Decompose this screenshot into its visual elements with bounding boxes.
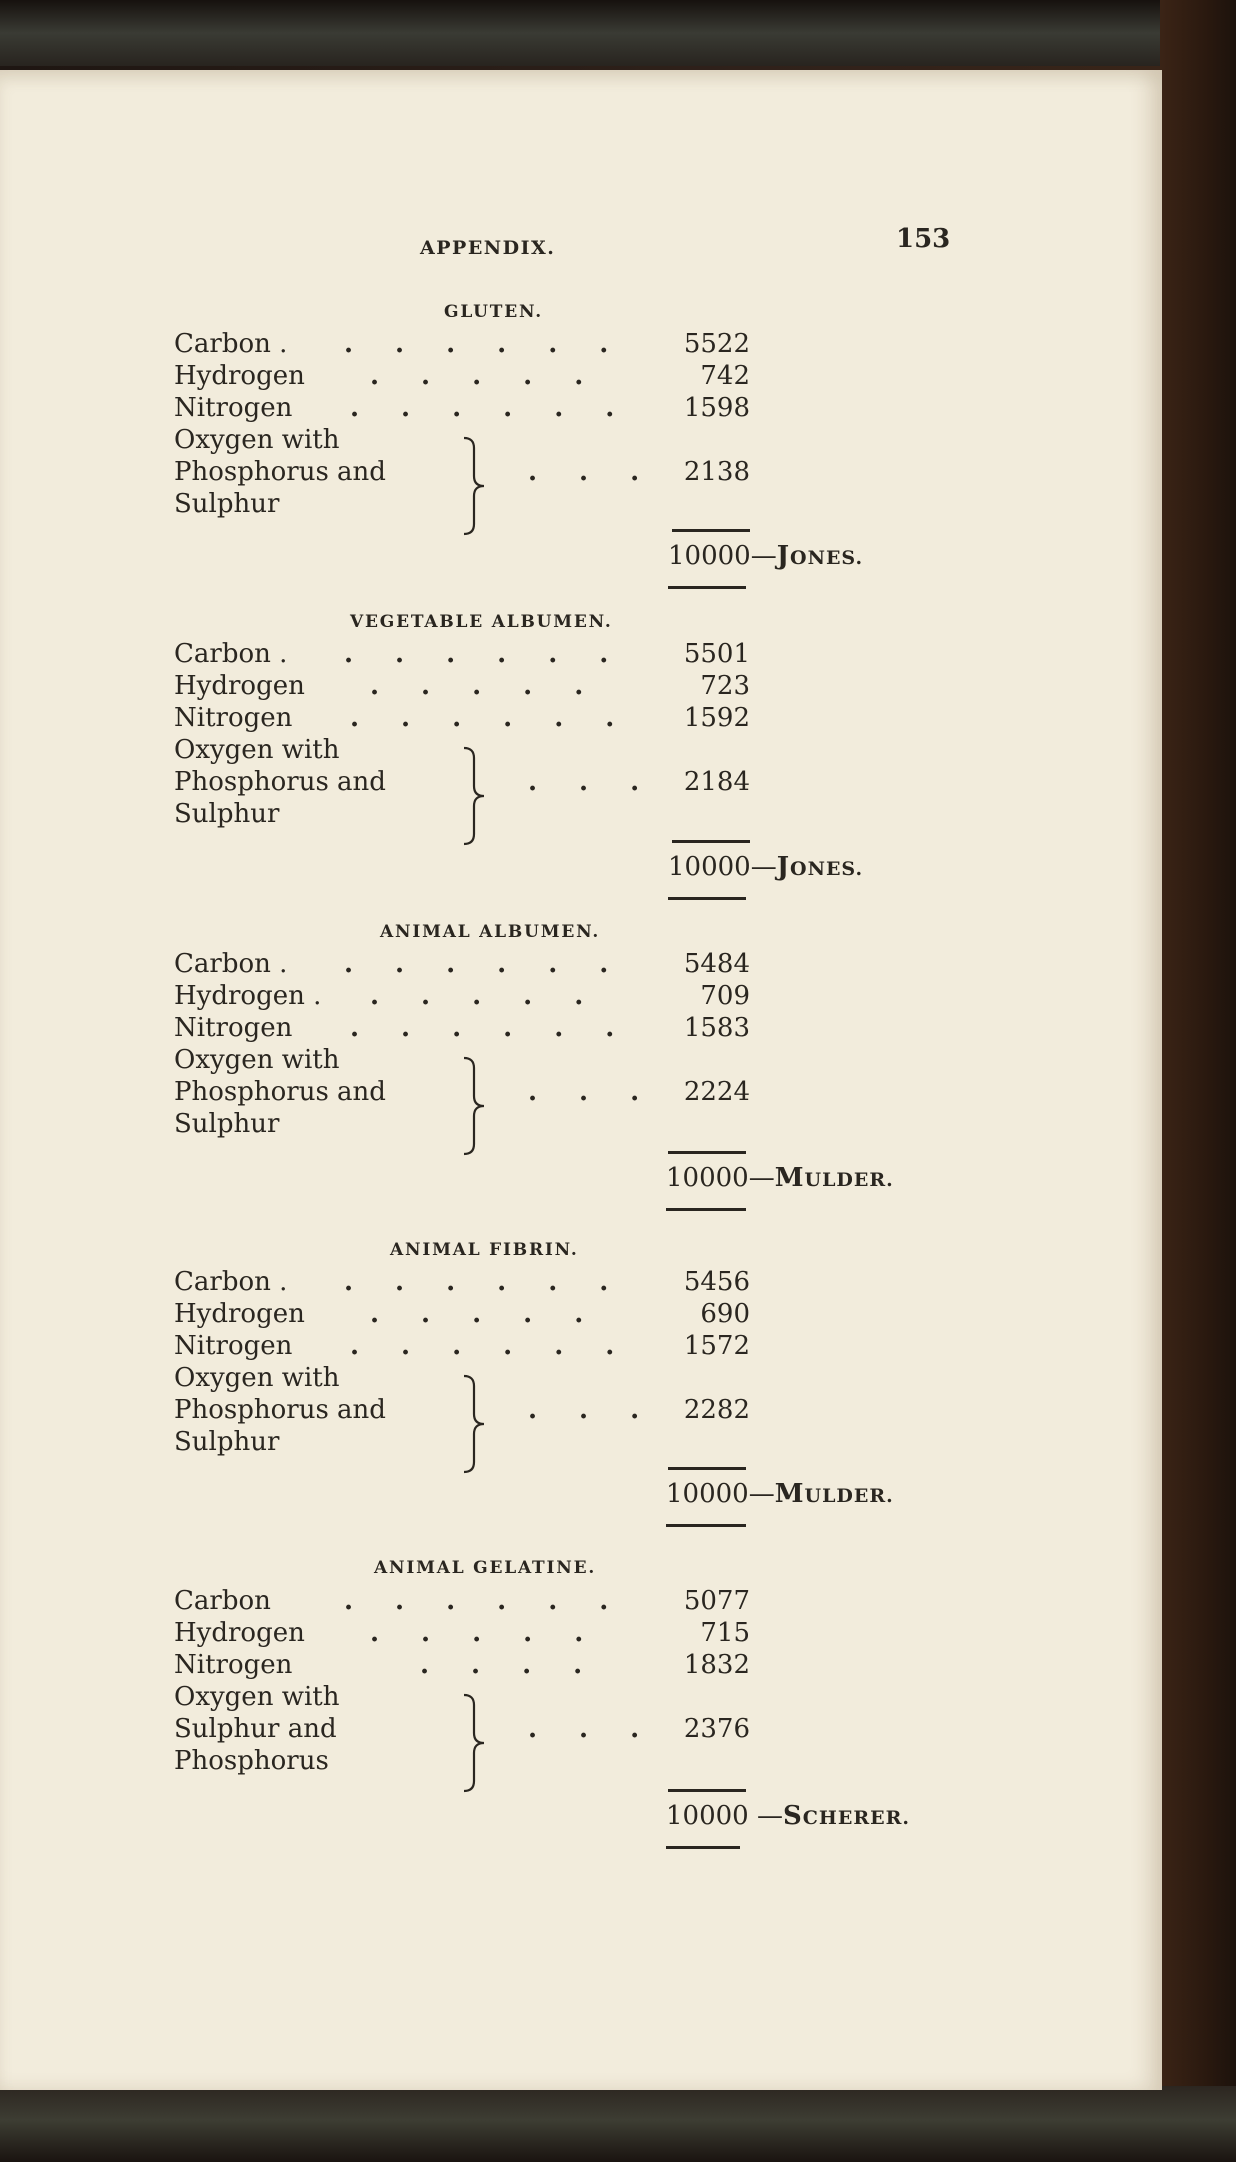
row-value: 5522 (683, 329, 750, 359)
row-value: 709 (700, 981, 750, 1011)
row-value: 5501 (683, 639, 750, 669)
row-label: Carbon . (174, 949, 288, 979)
leader-dots: ..... (370, 361, 626, 391)
running-title: APPENDIX. (420, 237, 556, 259)
group-line: Phosphorus and (174, 1077, 386, 1107)
leader-dots: ..... (370, 671, 626, 701)
leader-dots: ... (528, 1395, 682, 1425)
sum-rule (672, 529, 750, 532)
row-label: Carbon . (174, 639, 288, 669)
section-title: ANIMAL GELATINE. (374, 1558, 597, 1578)
sum-rule (668, 1151, 746, 1154)
row-label: Hydrogen (174, 671, 305, 701)
row-label: Hydrogen (174, 1618, 305, 1648)
group-line: Sulphur (174, 1109, 280, 1139)
group-line: Phosphorus and (174, 767, 386, 797)
brace-icon (462, 1693, 490, 1793)
row-label: Nitrogen (174, 1331, 293, 1361)
leader-dots: ...... (344, 329, 651, 359)
leader-dots: ..... (370, 981, 626, 1011)
row-value: 5456 (683, 1267, 750, 1297)
leader-dots: ...... (350, 703, 657, 733)
row-value: 723 (700, 671, 750, 701)
row-value: 742 (700, 361, 750, 391)
group-line: Oxygen with (174, 1363, 340, 1393)
group-line: Oxygen with (174, 1682, 340, 1712)
row-label: Hydrogen . (174, 981, 322, 1011)
group-line: Phosphorus and (174, 1395, 386, 1425)
row-value: 1832 (683, 1650, 750, 1680)
brace-icon (462, 1056, 490, 1156)
row-value: 5077 (683, 1586, 750, 1616)
leader-dots: ...... (350, 1331, 657, 1361)
total-value: 10000— (668, 852, 777, 882)
section-end-rule (668, 586, 746, 589)
row-label: Carbon . (174, 1267, 288, 1297)
leader-dots: ... (528, 1714, 682, 1744)
leader-dots: ...... (344, 1586, 651, 1616)
leader-dots: ...... (350, 393, 657, 423)
group-value: 2376 (683, 1714, 750, 1744)
row-label: Hydrogen (174, 361, 305, 391)
brace-icon (462, 1374, 490, 1474)
leader-dots: ...... (344, 949, 651, 979)
leader-dots: ...... (344, 1267, 651, 1297)
leader-dots: ... (528, 767, 682, 797)
group-value: 2282 (683, 1395, 750, 1425)
row-label: Nitrogen (174, 1013, 293, 1043)
group-line: Oxygen with (174, 1045, 340, 1075)
leader-dots: ...... (350, 1013, 657, 1043)
cover-board-top (0, 0, 1236, 66)
page-number: 153 (896, 224, 951, 254)
row-value: 1572 (683, 1331, 750, 1361)
section-title: ANIMAL ALBUMEN. (380, 922, 601, 942)
row-label: Nitrogen (174, 703, 293, 733)
total-line (666, 1800, 910, 1835)
total-value: 10000— (666, 1163, 775, 1193)
group-line: Oxygen with (174, 425, 340, 455)
total-value: 10000— (666, 1479, 775, 1509)
group-value: 2184 (683, 767, 750, 797)
total-line (666, 1162, 894, 1197)
row-label: Carbon . (174, 329, 288, 359)
leader-dots: ..... (370, 1618, 626, 1648)
group-line: Oxygen with (174, 735, 340, 765)
row-label: Nitrogen (174, 1650, 293, 1680)
sum-rule (668, 1467, 746, 1470)
cover-board-bottom (0, 2086, 1236, 2162)
sum-rule (668, 1789, 746, 1792)
group-line: Sulphur (174, 1427, 280, 1457)
row-value: 5484 (683, 949, 750, 979)
book-page (0, 70, 1162, 2090)
leader-dots: ...... (344, 639, 651, 669)
section-title: GLUTEN. (444, 302, 543, 322)
row-value: 690 (700, 1299, 750, 1329)
group-line: Sulphur (174, 799, 280, 829)
leader-dots: ... (528, 457, 682, 487)
authority: MULDER. (774, 1163, 894, 1193)
total-line (668, 851, 863, 886)
authority: JONES. (776, 852, 864, 882)
sum-rule (672, 840, 750, 843)
group-value: 2224 (683, 1077, 750, 1107)
total-value: 10000 — (666, 1801, 783, 1831)
leader-dots: .... (420, 1650, 625, 1680)
section-end-rule (668, 897, 746, 900)
row-label: Carbon (174, 1586, 271, 1616)
group-line: Sulphur and (174, 1714, 337, 1744)
section-title: ANIMAL FIBRIN. (390, 1240, 579, 1260)
authority: JONES. (776, 541, 864, 571)
total-line (668, 540, 863, 575)
group-line: Phosphorus and (174, 457, 386, 487)
total-value: 10000— (668, 541, 777, 571)
row-value: 1583 (683, 1013, 750, 1043)
row-label: Nitrogen (174, 393, 293, 423)
total-line (666, 1478, 894, 1513)
cover-board-right (1160, 0, 1236, 2162)
brace-icon (462, 436, 490, 536)
row-value: 715 (700, 1618, 750, 1648)
section-end-rule (666, 1524, 746, 1527)
group-line: Sulphur (174, 489, 280, 519)
row-value: 1598 (683, 393, 750, 423)
section-title: VEGETABLE ALBUMEN. (350, 612, 613, 632)
leader-dots: ... (528, 1077, 682, 1107)
authority: SCHERER. (782, 1801, 910, 1831)
group-line: Phosphorus (174, 1746, 329, 1776)
group-value: 2138 (683, 457, 750, 487)
authority: MULDER. (774, 1479, 894, 1509)
leader-dots: ..... (370, 1299, 626, 1329)
section-end-rule (666, 1846, 740, 1849)
section-end-rule (666, 1208, 746, 1211)
row-label: Hydrogen (174, 1299, 305, 1329)
brace-icon (462, 746, 490, 846)
row-value: 1592 (683, 703, 750, 733)
